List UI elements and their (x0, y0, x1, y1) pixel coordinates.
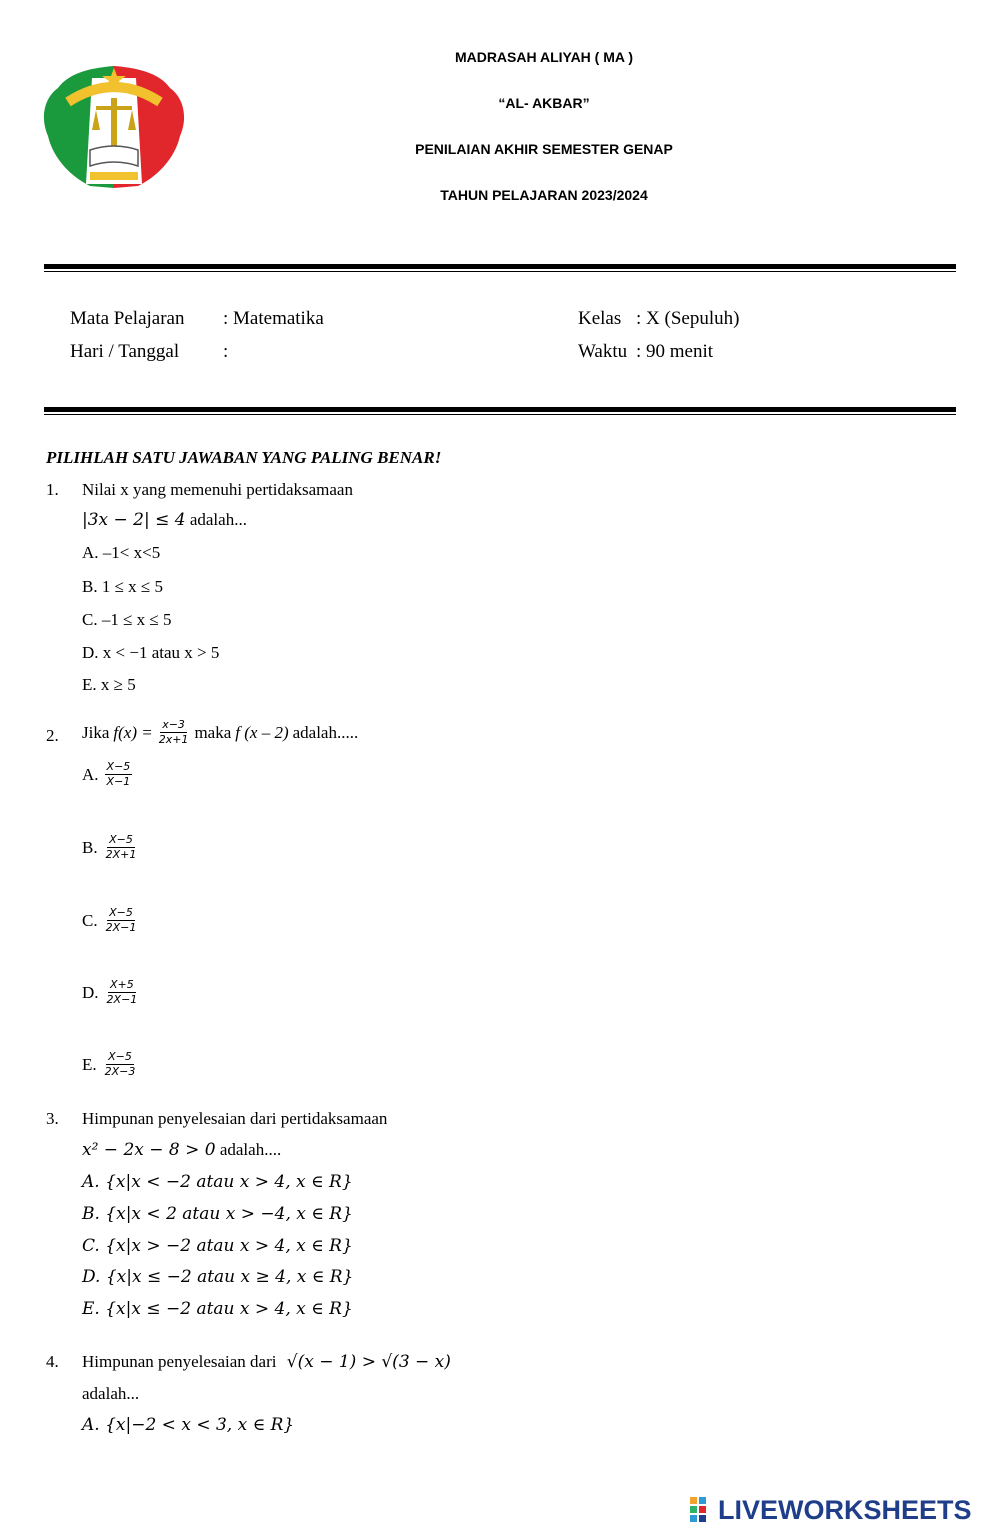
option-letter: C. (82, 910, 98, 930)
question-expression (82, 1140, 281, 1160)
option-a[interactable]: A. {x|x < −2 atau x > 4, x ∈ R} (82, 1172, 353, 1192)
math-expression: x² − 2x − 8 > 0 (82, 1140, 216, 1160)
denominator: 2x+1 (158, 733, 189, 746)
time-label: Waktu (578, 341, 628, 362)
class-value: : X (Sepuluh) (636, 308, 740, 329)
header-divider (44, 264, 956, 272)
subject-value: : Matematika (223, 308, 324, 329)
numerator: X−5 (106, 760, 131, 773)
subject-label: Mata Pelajaran (70, 308, 185, 329)
info-divider (44, 407, 956, 415)
option-c[interactable]: C. –1 ≤ x ≤ 5 (82, 610, 172, 629)
date-label: Hari / Tanggal (70, 341, 180, 362)
math-expression: |3x − 2| ≤ 4 (82, 510, 186, 530)
question-text-part: Himpunan penyelesaian dari (82, 1352, 277, 1371)
fraction (105, 978, 140, 1007)
question-number: 2. (46, 726, 59, 745)
brand-text: LIVEWORKSHEETS (718, 1494, 972, 1525)
option-c[interactable]: C. {x|x > −2 atau x > 4, x ∈ R} (82, 1236, 353, 1256)
question-suffix: adalah.... (219, 1140, 282, 1159)
time-value: : 90 menit (636, 341, 714, 362)
option-e[interactable]: E. {x|x ≤ −2 atau x > 4, x ∈ R} (82, 1299, 353, 1319)
fraction (105, 760, 133, 789)
option-letter: A. (82, 764, 99, 784)
academic-year: TAHUN PELAJARAN 2023/2024 (440, 187, 648, 203)
question-number: 1. (46, 480, 59, 499)
denominator: 2X+1 (105, 848, 137, 861)
question-prefix: Jika (82, 722, 110, 742)
question-text: Himpunan penyelesaian dari pertidaksamaan (82, 1109, 388, 1128)
option-letter: E. (82, 1054, 97, 1074)
option-a[interactable] (82, 760, 132, 789)
question-suffix: adalah... (189, 510, 247, 529)
liveworksheets-brand[interactable] (690, 1494, 972, 1526)
option-a[interactable]: A. –1< x<5 (82, 543, 161, 562)
numerator: X−5 (109, 906, 133, 919)
fraction (103, 1050, 138, 1079)
option-e[interactable]: E. x ≥ 5 (82, 675, 136, 694)
school-type: MADRASAH ALIYAH ( MA ) (454, 49, 634, 65)
option-e[interactable] (82, 1050, 137, 1079)
denominator: X−1 (106, 775, 131, 788)
denominator: 2X−1 (105, 921, 137, 934)
option-b[interactable] (82, 833, 138, 862)
function-notation: f(x) = (113, 722, 153, 742)
fraction (157, 718, 191, 747)
liveworksheets-logo-icon (690, 1497, 716, 1523)
option-b[interactable]: B. {x|x < 2 atau x > −4, x ∈ R} (82, 1204, 353, 1224)
question-expression (82, 510, 247, 530)
question-text (82, 718, 358, 747)
option-d[interactable] (82, 978, 139, 1007)
fraction (104, 833, 139, 862)
option-d[interactable]: D. x < −1 atau x > 5 (82, 643, 220, 662)
question-number: 4. (46, 1352, 59, 1371)
fraction (104, 906, 139, 935)
school-name: “AL- AKBAR” (498, 95, 590, 111)
option-b[interactable]: B. 1 ≤ x ≤ 5 (82, 577, 163, 596)
denominator: 2X−3 (104, 1065, 136, 1078)
option-letter: B. (82, 837, 98, 857)
function-notation: f (x – 2) (235, 722, 289, 742)
option-letter: D. (82, 982, 99, 1002)
instruction: PILIHLAH SATU JAWABAN YANG PALING BENAR! (46, 448, 442, 467)
numerator: X+5 (110, 978, 134, 991)
option-a[interactable]: A. {x|−2 < x < 3, x ∈ R} (82, 1415, 295, 1435)
numerator: x−3 (162, 718, 185, 731)
school-logo (38, 58, 190, 194)
question-connector: maka (194, 722, 232, 742)
numerator: X−5 (108, 1050, 132, 1063)
denominator: 2X−1 (106, 993, 138, 1006)
question-number: 3. (46, 1109, 59, 1128)
numerator: X−5 (109, 833, 133, 846)
class-label: Kelas (578, 308, 622, 329)
question-suffix: adalah... (82, 1384, 140, 1403)
math-expression: √(x − 1) > √(3 − x) (286, 1352, 451, 1372)
question-suffix: adalah..... (292, 722, 359, 742)
option-d[interactable]: D. {x|x ≤ −2 atau x ≥ 4, x ∈ R} (82, 1267, 354, 1287)
question-text (82, 1352, 451, 1372)
date-value: : (223, 341, 229, 362)
exam-title: PENILAIAN AKHIR SEMESTER GENAP (415, 141, 673, 157)
question-text: Nilai x yang memenuhi pertidaksamaan (82, 480, 353, 499)
option-c[interactable] (82, 906, 138, 935)
